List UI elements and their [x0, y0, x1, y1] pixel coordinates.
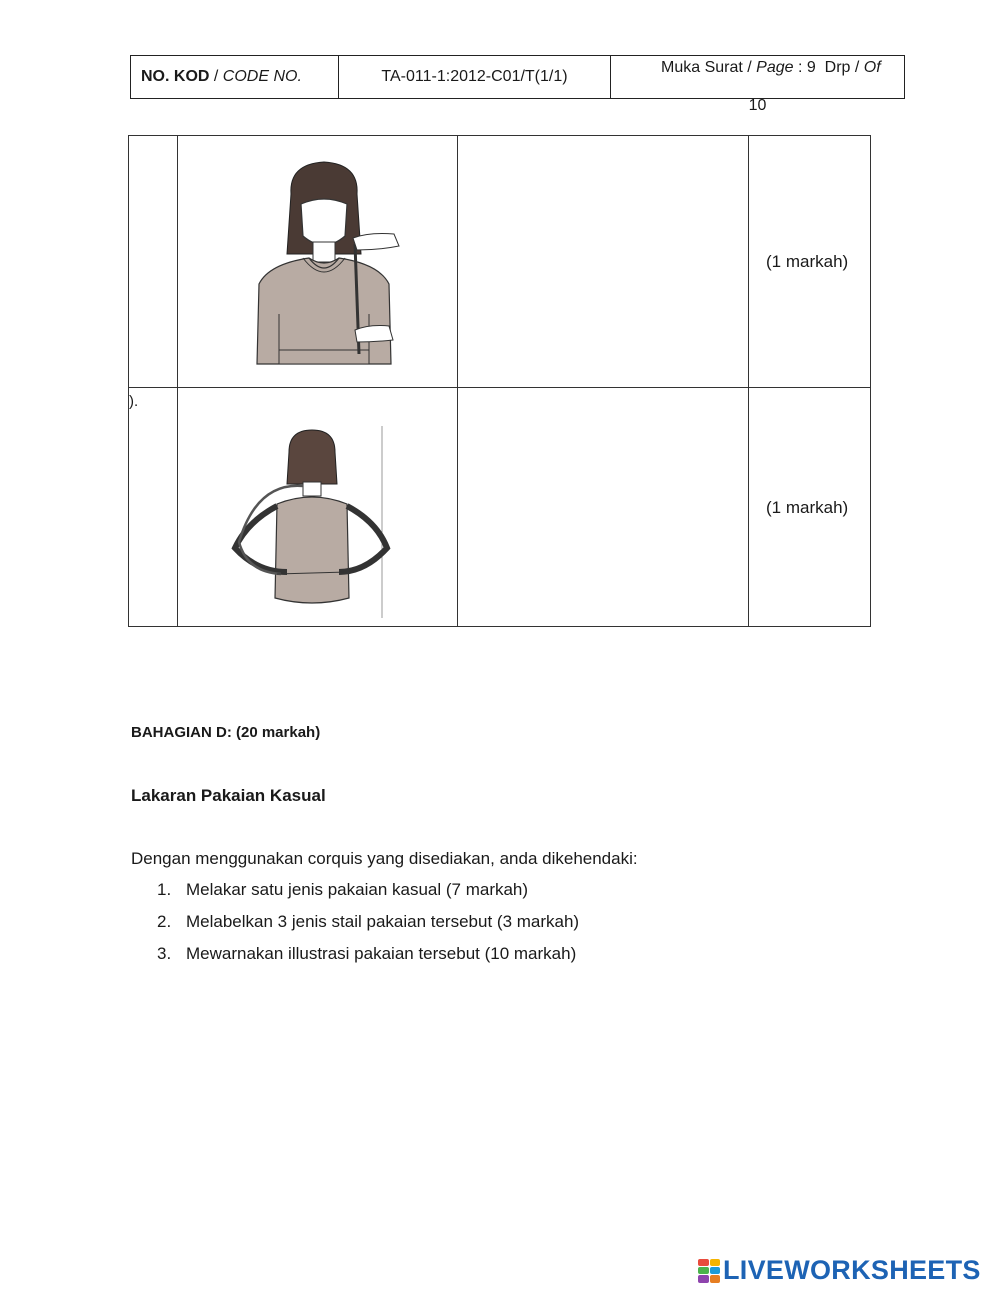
measurement-sketch-front [229, 154, 419, 374]
of-italic: Of [863, 59, 881, 76]
page-total: 10 [748, 97, 767, 114]
section-title: Lakaran Pakaian Kasual [131, 786, 326, 805]
page-info-cell [611, 56, 904, 114]
code-label-bold: NO. KOD [141, 68, 210, 85]
section-intro: Dengan menggunakan corquis yang disediakan, anda dikehendaki: [131, 849, 638, 868]
code-label-cell [131, 56, 339, 98]
row-divider [129, 387, 870, 388]
list-item: 1. Melakar satu jenis pakaian kasual (7 markah) [157, 880, 529, 899]
logo-text: LIVEWORKSHEETS [723, 1255, 981, 1285]
page-number: : 9 Drp / [793, 59, 864, 76]
section-heading: BAHAGIAN D: (20 markah) [131, 724, 321, 741]
question-number: ). [129, 393, 139, 410]
page-italic: Page [756, 59, 794, 76]
list-item: 2. Melabelkan 3 jenis stail pakaian tersebut (3 markah) [157, 912, 580, 931]
logo-icon [698, 1259, 720, 1283]
col-divider [748, 136, 749, 626]
question-table [128, 135, 871, 627]
measurement-sketch-back [217, 422, 397, 622]
instruction-list [157, 878, 579, 974]
header-table [130, 55, 905, 114]
list-item: 3. Mewarnakan illustrasi pakaian tersebut (10 markah) [157, 944, 577, 963]
code-value: TA-011-1:2012-C01/T(1/1) [339, 56, 611, 98]
mark-label: (1 markah) [766, 252, 849, 271]
mark-label: (1 markah) [766, 498, 849, 517]
page-prefix: Muka Surat / [661, 59, 757, 76]
liveworksheets-logo[interactable] [698, 1255, 981, 1286]
col-divider [177, 136, 178, 626]
col-divider [457, 136, 458, 626]
code-label-sep: / [209, 68, 223, 85]
code-label-italic: CODE NO. [222, 68, 302, 85]
